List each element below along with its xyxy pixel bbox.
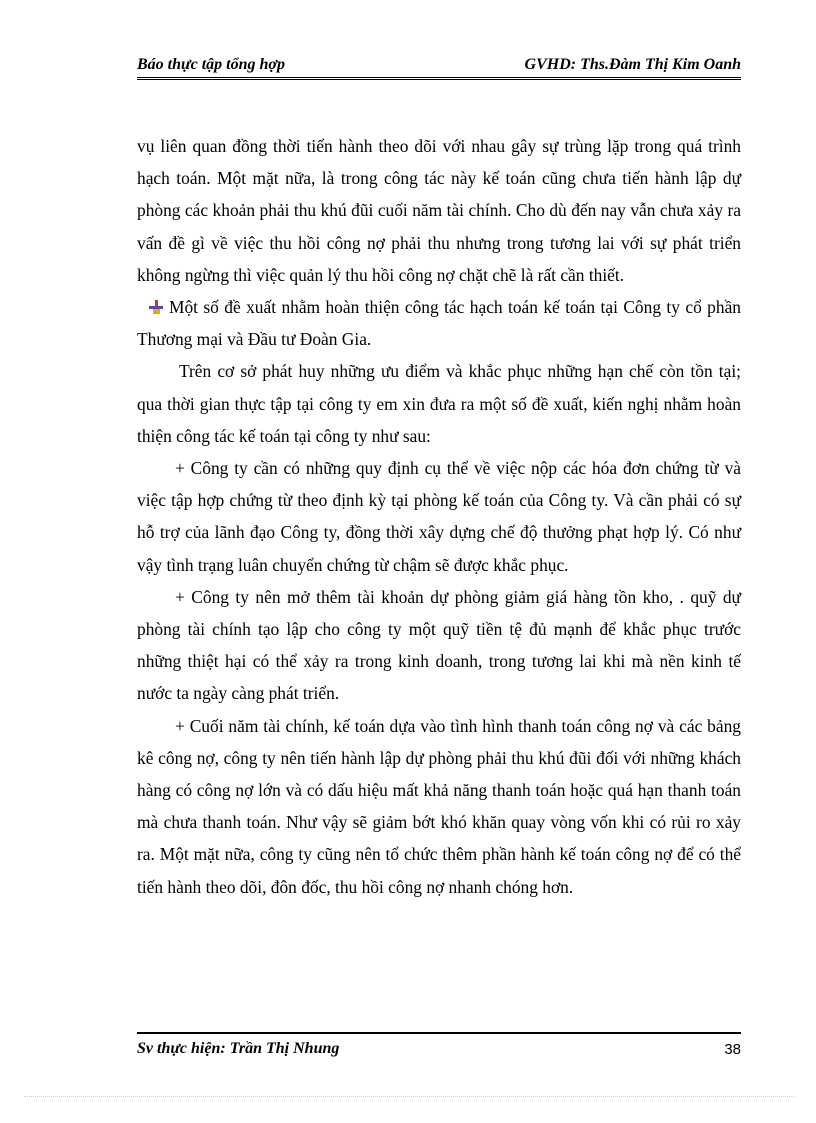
- proposal-heading-text: Một số đề xuất nhằm hoàn thiện công tác hạch toán kế toán tại Công ty cổ phần Thương mại và Đầu tư Đoàn Gia.: [137, 297, 741, 350]
- student-name: Sv thực hiện: Trần Thị Nhung: [137, 1040, 340, 1057]
- page-footer: [137, 1032, 741, 1058]
- paragraph-recommendation-1: + Công ty cần có những quy định cụ thể về việc nộp các hóa đơn chứng từ và việc tập hợp chứng từ theo định kỳ tại phòng kế toán của Công ty. Và cần phải có sự hỗ trợ của lãnh đạo Công ty, đồng thời xây dựng chế độ thưởng phạt hợp lý. Có như vậy tình trạng luân chuyển chứng từ chậm sẽ được khắc phục.: [137, 458, 741, 575]
- arrow-cross-bullet-icon: [149, 300, 163, 314]
- paragraph-continuation: vụ liên quan đồng thời tiến hành theo dõi với nhau gây sự trùng lặp trong quá trình hạch toán. Một mặt nữa, là trong công tác này kế toán cũng chưa tiến hành lập dự phòng các khoản phải thu khú đũi cuối năm tài chính. Cho dù đến nay vẫn chưa xảy ra vấn đề gì về việc thu hồi công nợ phải thu nhưng trong tương lai với sự phát triển không ngừng thì việc quản lý thu hồi công nợ chặt chẽ là rất cần thiết.: [137, 136, 741, 285]
- document-body: [137, 130, 741, 903]
- page-header: [137, 56, 741, 80]
- page-boundary-line: [24, 1096, 794, 1097]
- paragraph-intro: Trên cơ sở phát huy những ưu điểm và khắc phục những hạn chế còn tồn tại; qua thời gian thực tập tại công ty em xin đưa ra một số đề xuất, kiến nghị nhằm hoàn thiện công tác kế toán tại công ty như sau:: [137, 361, 741, 446]
- paragraph-recommendation-2: + Công ty nên mở thêm tài khoản dự phòng giảm giá hàng tồn kho, . quỹ dự phòng tài chính tạo lập cho công ty một quỹ tiền tệ đủ mạnh để khắc phục trước những thiệt hại có thể xảy ra trong kinh doanh, trong tương lai khi mà nền kinh tế nước ta ngày càng phát triển.: [137, 586, 741, 704]
- page-number: 38: [724, 1040, 741, 1058]
- paragraph-recommendation-3: + Cuối năm tài chính, kế toán dựa vào tình hình thanh toán công nợ và các bảng kê công nợ, công ty nên tiến hành lập dự phòng phải thu khú đũi đối với những khách hàng có công nợ lớn và có dấu hiệu mất khả năng thanh toán hoặc quá hạn thanh toán mà chưa thanh toán. Như vậy sẽ giảm bớt khó khăn quay vòng vốn khi có rủi ro xảy ra. Một mặt nữa, công ty cũng nên tổ chức thêm phần hành kế toán công nợ để có thể tiến hành theo dõi, đôn đốc, thu hồi công nợ nhanh chóng hơn.: [137, 715, 741, 897]
- report-title: Báo thực tập tổng hợp: [137, 56, 285, 73]
- paragraph-proposal-heading: [137, 291, 741, 355]
- supervisor-name: GVHD: Ths.Đàm Thị Kim Oanh: [524, 56, 741, 73]
